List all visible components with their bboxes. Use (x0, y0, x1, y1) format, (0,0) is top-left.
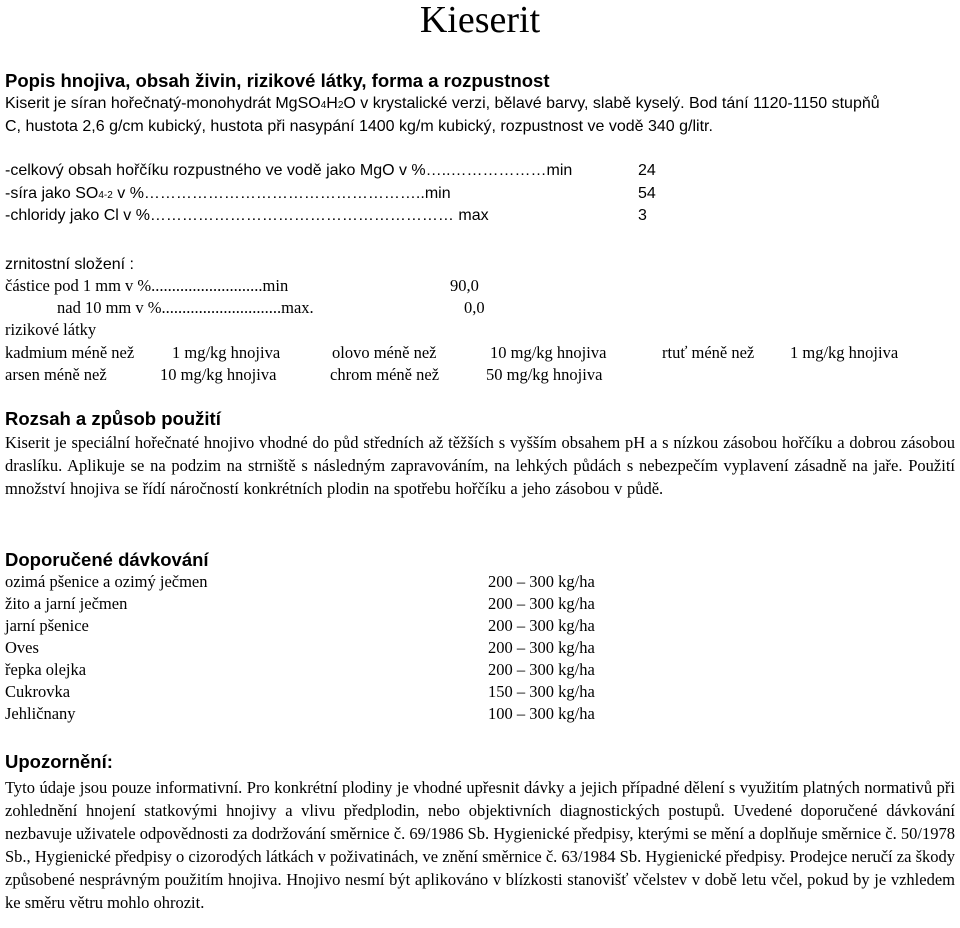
dosage-crop: ozimá pšenice a ozimý ječmen (5, 572, 208, 591)
dosage-value: 200 – 300 kg/ha (488, 594, 595, 613)
page-title: Kieserit (419, 0, 541, 41)
grain-row-label: nad 10 mm v %.............................max. (57, 298, 314, 317)
risk-limit: 1 mg/kg hnojiva (790, 343, 899, 362)
nutrient-magnesium-label: -celkový obsah hořčíku rozpustného ve vodě jako MgO v %…..………………min (5, 162, 573, 179)
grain-row-value: 0,0 (464, 298, 485, 317)
dosage-crop: Jehličnany (5, 704, 76, 723)
sulfur-text-b: v %……………………………………………..min (112, 185, 451, 202)
section-heading-description: Popis hnojiva, obsah živin, rizikové látky, forma a rozpustnost (5, 70, 550, 91)
risk-limit: 50 mg/kg hnojiva (486, 365, 603, 384)
risk-heading: rizikové látky (5, 320, 97, 339)
nutrient-chloride-value: 3 (638, 207, 647, 224)
dosage-value: 100 – 300 kg/ha (488, 704, 595, 723)
grain-heading: zrnitostní složení : (5, 256, 134, 273)
risk-name: olovo méně než (332, 343, 437, 362)
nutrient-sulfur-value: 54 (638, 185, 656, 202)
intro-text-a: Kiserit je síran hořečnatý-monohydrát MgSO (5, 95, 321, 112)
grain-row-label: částice pod 1 mm v %...........................min (5, 276, 289, 295)
formula-subscript: 4-2 (98, 190, 113, 201)
dosage-value: 200 – 300 kg/ha (488, 638, 595, 657)
intro-line-1 (5, 94, 880, 116)
dosage-crop: Cukrovka (5, 682, 71, 701)
risk-limit: 10 mg/kg hnojiva (160, 365, 277, 384)
risk-name: chrom méně než (330, 365, 440, 384)
intro-line-2: C, hustota 2,6 g/cm kubický, hustota při nasypání 1400 kg/m kubický, rozpustnost ve vodě 340 g/litr. (5, 118, 713, 135)
section-heading-warning: Upozornění: (5, 751, 113, 772)
grain-row-value: 90,0 (450, 276, 479, 295)
intro-text-c: O v krystalické verzi, bělavé barvy, slabě kyselý. Bod tání 1120-1150 stupňů (343, 95, 880, 112)
dosage-value: 200 – 300 kg/ha (488, 572, 595, 591)
dosage-crop: řepka olejka (5, 660, 87, 679)
dosage-value: 150 – 300 kg/ha (488, 682, 595, 701)
section-heading-dosage: Doporučené dávkování (5, 549, 209, 570)
risk-name: kadmium méně než (5, 343, 135, 362)
dosage-crop: žito a jarní ječmen (5, 594, 128, 613)
dosage-value: 200 – 300 kg/ha (488, 660, 595, 679)
section-heading-usage: Rozsah a způsob použití (5, 408, 221, 429)
formula-subscript: 2 (337, 100, 344, 111)
intro-text-b: H (326, 95, 338, 112)
nutrient-chloride-label: -chloridy jako Cl v %………………………………………………… max (5, 207, 489, 224)
risk-name: arsen méně než (5, 365, 107, 384)
risk-limit: 10 mg/kg hnojiva (490, 343, 607, 362)
nutrient-sulfur-label (5, 184, 451, 206)
warning-paragraph: Tyto údaje jsou pouze informativní. Pro konkrétní plodiny je vhodné upřesnit dávky a jejich případné dělení s využitím platných normativů při zohlednění hnojení statkovými hnojivy a vlivu předplodin, nebo objektivních diagnostických postupů. Uvedené doporučené dávkování nezbavuje uživatele odpovědnosti za dodržování směrnice č. 69/1986 Sb. Hygienické předpisy, kterými se mění a doplňuje směrnice č. 50/1978 Sb., Hygienické předpisy o cizorodých látkách v poživatinách, ve znění směrnice č. 63/1984 Sb. Hygienické předpisy. Prodejce neručí za škody způsobené nesprávným použitím hnojiva. Hnojivo nesmí být aplikováno v blízkosti stanovišť včelstev v době letu včel, pokud by je vzhledem ke směru větru mohlo ohrozit. (5, 778, 955, 912)
nutrient-magnesium-value: 24 (638, 162, 656, 179)
sulfur-text-a: -síra jako SO (5, 185, 99, 202)
usage-paragraph: Kiserit je speciální hořečnaté hnojivo vhodné do půd středních až těžších s vyšším obsahem pH a s nízkou zásobou hořčíku a dobrou zásobou draslíku. Aplikuje se na podzim na strniště s následným zapravováním, na lehkých půdách s nebezpečím vyplavení zásadně na jaře. Použití množství hnojiva se řídí náročností konkrétních plodin na spotřebu hořčíku a jeho zásobou v půdě. (5, 433, 955, 498)
dosage-crop: Oves (5, 638, 39, 657)
risk-limit: 1 mg/kg hnojiva (172, 343, 281, 362)
risk-name: rtuť méně než (662, 343, 755, 362)
dosage-value: 200 – 300 kg/ha (488, 616, 595, 635)
dosage-crop: jarní pšenice (5, 616, 89, 635)
formula-subscript: 4 (320, 100, 327, 111)
